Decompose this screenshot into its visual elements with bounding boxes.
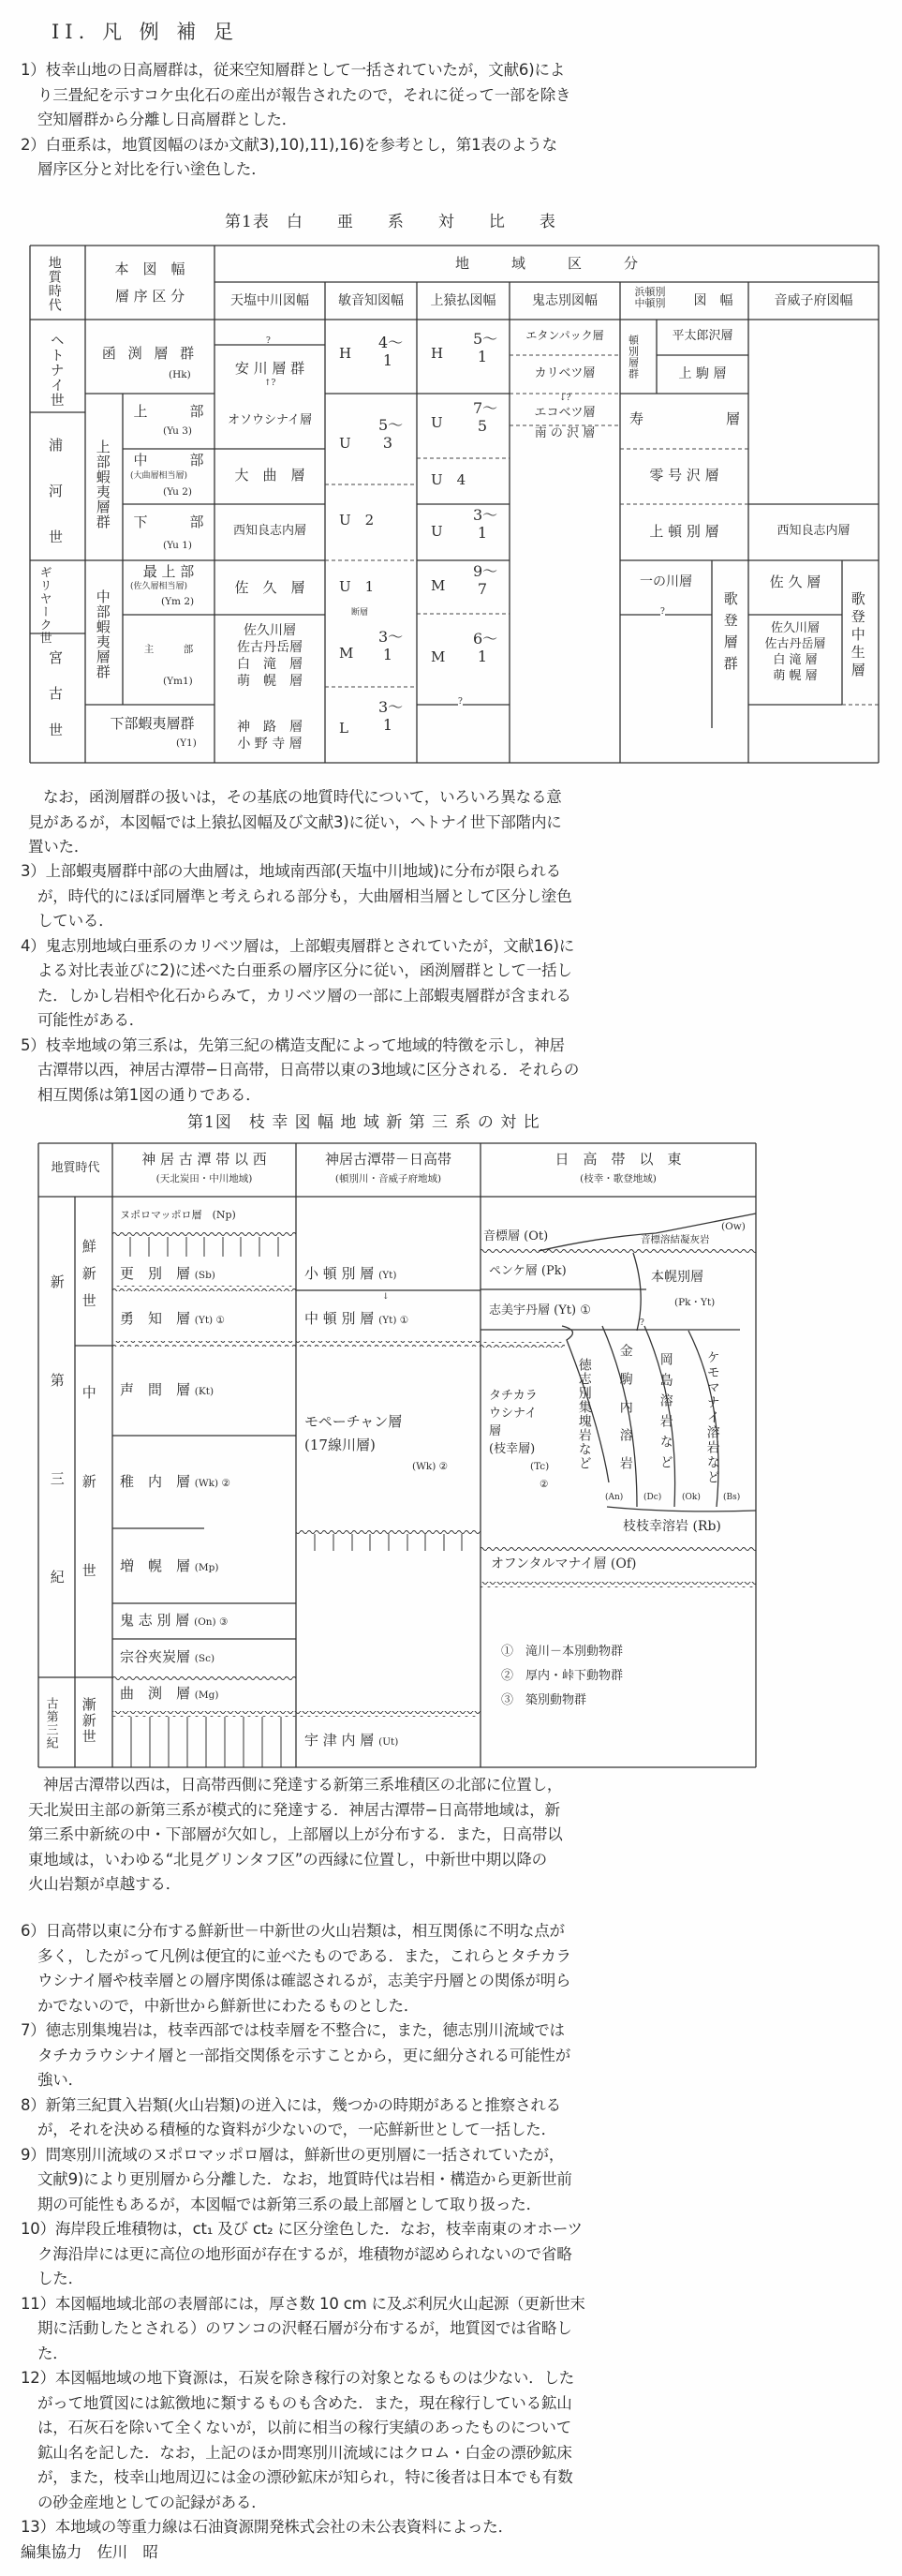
header-col-otoineppu: 音威子府図幅: [774, 293, 853, 308]
east-tokushibetsu: 徳志別集塊岩など: [576, 1358, 592, 1470]
west-magaribuchi: 曲 渕 層 (Mg): [120, 1685, 219, 1702]
fig-header-west-sub: (天北炭田・中川地域): [155, 1173, 253, 1184]
teshio-yasukawa: 安 川 層 群: [234, 360, 305, 377]
ym2-code: (Ym 2): [161, 596, 195, 607]
fig-age-pliocene: 鮮新世: [80, 1238, 97, 1320]
west-soya-coal: 宗谷夾炭層 (Sc): [120, 1648, 215, 1665]
para-after-figure: 神居古潭帯以西は，日高帯西側に発達する新第三系堆積区の北部に位置し， 天北炭田主部の新第三系が模式的に発達する．神居古潭帯−日高帯地域は，新 第三系中新統の中・下部層が欠如し，上部層以上が分布する．また，日高帯以 東地域は，いわゆる“北見グリンタフ区”の西縁に位置し，中新世中期以降の 火山岩類が卓越する．: [28, 1776, 563, 1893]
yu1-code: (Yu 1): [163, 540, 192, 551]
lower-yezo-code: (Y1): [176, 737, 197, 749]
mid-mopechan: モペーチャン層: [304, 1413, 403, 1430]
kam-u1: U: [431, 414, 443, 431]
header-strat-2: 層 序 区 分: [114, 288, 185, 305]
kam-h: H: [431, 345, 444, 362]
east-ok: (Ok): [682, 1493, 701, 1502]
yu1-label: 下 部: [133, 514, 204, 530]
oto-saku: 佐 久 層: [769, 573, 821, 590]
east-edaesashi-lava: 枝枝幸溶岩 (Rb): [623, 1519, 721, 1534]
group-upper-yezo: 上部蝦夷層群: [94, 439, 111, 529]
header-strat-1: 本 図 幅: [114, 261, 185, 277]
mid-mopechan-sub: (17線川層): [304, 1437, 376, 1453]
oni-ekobetsu: エコベツ層: [534, 406, 596, 420]
oto-group: 佐久川層 佐古丹岳層 白 滝 層 萌 幌 層: [764, 621, 826, 683]
note-after-table1: なお，函渕層群の扱いは，その基底の地質時代について，いろいろ異なる意 見があるが，本図幅では上猿払図幅及び文献3)に従い，ヘトナイ世下部階内に 置いた．: [28, 788, 562, 856]
pin-u1-range: 5〜3: [378, 416, 404, 452]
east-bs: (Bs): [723, 1493, 741, 1502]
figure1-title: 第1図 枝 幸 図 幅 地 域 新 第 三 系 の 対 比: [187, 1113, 540, 1132]
oto-nishichirashinai: 西知良志内層: [776, 524, 850, 538]
teshio-q: ?: [266, 336, 271, 346]
ym2-note: (佐久層相当層): [130, 582, 188, 591]
group-hakobuchi-code: (Hk): [169, 369, 191, 380]
yu3-label: 上 部: [133, 403, 204, 420]
hama-reigosawa: 零 号 沢 層: [649, 467, 719, 484]
mid-kotonbetsu: 小 頓 別 層 (Yt): [304, 1265, 397, 1282]
fig-legend: [501, 1640, 623, 1713]
fig-age-miocene: 中新世: [80, 1384, 97, 1652]
pin-h: H: [339, 345, 352, 362]
kam-m2: M: [431, 648, 446, 665]
mid-utsunai: 宇 津 内 層 (Ut): [304, 1732, 399, 1749]
teshio-group: 佐久川層 佐古丹岳層 白 滝 層 萌 幌 層: [237, 623, 303, 689]
oni-etanpakku: エタンパック層: [525, 329, 604, 342]
pin-u3: U 1: [339, 578, 375, 595]
note-2-line: 2）白亜系は，地質図幅のほか文献3),10),11),16)を参考とし，第1表のような: [21, 135, 557, 154]
age-hetonai: ヘトナイ世: [48, 333, 66, 408]
legend-3: ③ 築別動物群: [501, 1693, 587, 1707]
oni-karibetsu: カリベツ層: [534, 366, 596, 380]
east-tachikara: タチカラ ウシナイ 層 (枝幸層) (Tc) ②: [489, 1389, 550, 1490]
hama-kotobuki-so: 層: [726, 410, 741, 427]
east-otoshibe-tuff: 音標溶結凝灰岩: [641, 1234, 710, 1245]
hama-ichinokawa: 一の川層: [640, 574, 692, 589]
east-honhorobetsu: 本幌別層: [651, 1270, 703, 1285]
east-q: ?: [640, 1318, 644, 1328]
kam-u2-range: 3〜1: [473, 506, 498, 542]
note-1-line: り三畳紀を示すコケ虫化石の産出が報告されたので，それに従って一部を除き: [37, 85, 571, 104]
note-7-line: 7）徳志別集塊岩は，枝幸西部では枝幸層を不整合に，また，徳志別川流域では: [21, 2021, 565, 2039]
hama-utanobori-group: 歌登層群: [721, 591, 739, 678]
age-miyako-2: 古: [49, 685, 64, 702]
fig-age-neogene: 新第三紀: [48, 1274, 66, 1668]
header-col-zufuku: 図 幅: [693, 293, 733, 308]
header-col-kamisarufutsu: 上猿払図幅: [430, 293, 496, 308]
note-3-line: 3）上部蝦夷層群中部の大曲層は，地域南西部(天塩中川地域)に分布が限られる: [21, 862, 561, 880]
kam-u4: U 4: [431, 471, 466, 488]
credit: 編集協力 佐川 昭: [21, 2542, 158, 2561]
east-ofuntaru: オフンタルマナイ層 (Of): [491, 1556, 637, 1571]
kam-m2-range: 6〜1: [473, 630, 498, 665]
yu2-label: 中 部: [133, 452, 204, 469]
table1-title: 第1表 白 亜 系 対 比 表: [225, 213, 556, 231]
legend-1: ① 滝川－本別動物群: [501, 1645, 624, 1659]
teshio-lower: 神 路 層 小 野 寺 層: [237, 720, 303, 752]
note-5-line: 5）枝幸地域の第三系は，先第三紀の構造支配によって地域的特徴を示し，神居: [21, 1035, 565, 1054]
west-yuchi: 勇 知 層 (Yt) ①: [120, 1310, 225, 1327]
age-urakawa-1: 浦: [49, 437, 64, 454]
teshio-omagari: 大 曲 層: [234, 467, 305, 484]
teshio-nishichirashinai: 西知良志内層: [232, 524, 306, 538]
kam-h-range: 5〜1: [473, 330, 498, 365]
note-4-line: 4）鬼志別地域白亜系のカリベツ層は，上部蝦夷層群とされていたが，文献16)に: [21, 936, 575, 955]
age-miyako-3: 世: [49, 722, 64, 738]
note-13-line: 13）本地域の等重力線は石油資源開発株式会社の未公表資料によった．: [21, 2518, 513, 2536]
note-1-line: 空知層群から分離し日高層群とした．: [37, 111, 298, 128]
pin-l: L: [339, 720, 348, 737]
header-region: 地 域 区 分: [454, 255, 638, 272]
note-6-line: 6）日高帯以東に分布する鮮新世－中新世の火山岩類は，相互関係に不明な点が: [21, 1922, 565, 1940]
age-urakawa-3: 世: [49, 529, 64, 545]
kam-u1-range: 7〜5: [473, 399, 498, 435]
fig-header-east-sub: (枝幸・歌登地域): [580, 1173, 657, 1184]
teshio-osoushinai: オソウシナイ層: [227, 413, 313, 427]
west-onishibetsu: 鬼 志 別 層 (On) ③: [120, 1612, 229, 1629]
pin-h-range: 4〜1: [378, 334, 404, 369]
oni-minaminosawa: 南 の 沢 層: [534, 426, 596, 440]
pin-u1: U: [339, 435, 351, 452]
pin-m-range: 3〜1: [378, 628, 404, 663]
fig-age-paleogene: 古第三紀: [43, 1697, 58, 1750]
west-masuhoro: 増 幌 層 (Mp): [120, 1557, 219, 1574]
fig-age-oligocene: 漸新世: [80, 1696, 97, 1745]
east-ow-code: (Ow): [721, 1221, 746, 1232]
note-11-line: 11）本図幅地域北部の表層部には，厚さ数 10 cm に及ぶ利尻火山起源（更新世末: [21, 2294, 585, 2313]
notes-mid: 3）上部蝦夷層群中部の大曲層は，地域南西部(天塩中川地域)に分布が限られる が，時代的にほぼ同層準と考えられる部分も，大曲層相当層として区分し塗色 している． 4）鬼志別地域白亜系のカリベツ層は，上部蝦夷層群とされていたが，文献16)に よる対比表並びに2)に述べた白亜系の層序区分に従い，函渕層群として一括し た．しかし岩相や化石からみて，カリベツ層の一部に上部蝦夷層群が含まれる 可能性がある． 5）枝幸地域の第三系は，先第三紀の構造支配によって地域的特徴を示し，神居 古潭帯以西，神居古潭帯−日高帯，日高帯以東の3地域に区分される．それらの 相互関係は第1図の通りである．: [21, 859, 676, 1108]
age-miyako-1: 宮: [49, 649, 64, 666]
yu3-code: (Yu 3): [163, 425, 192, 437]
hama-q: ?: [660, 607, 665, 617]
note-1-line: 1）枝幸山地の日高層群は，従来空知層群として一括されていたが，文献6)によ: [21, 61, 566, 79]
note-8-line: 8）新第三紀貫入岩類(火山岩類)の迸入には，幾つかの時期があると推察される: [21, 2095, 561, 2114]
ym1-code: (Ym1): [163, 676, 193, 687]
header-col-teshio: 天塩中川図幅: [230, 293, 309, 308]
mid-mopechan-code: (Wk) ②: [412, 1461, 449, 1472]
teshio-arrow-q: ↑?: [264, 379, 276, 388]
pin-m: M: [339, 645, 354, 662]
age-urakawa-2: 河: [49, 483, 64, 499]
notes-bottom: 6）日高帯以東に分布する鮮新世－中新世の火山岩類は，相互関係に不明な点が 多く，したがって凡例は便宜的に並べたものである．また，これらとタチカラ ウシナイ層や枝幸層との層序関係は確認されるが，志美宇丹層との関係が明ら かでないので，中新世から鮮新世にわたるものとした． 7）徳志別集塊岩は，枝幸西部では枝幸層を不整合に，また，徳志別川流域では タチカラウシナイ層と一部指交関係を示すことから，更に細分される可能性が 強い． 8）新第三紀貫入岩類(火山岩類)の迸入には，幾つかの時期があると推察される が，それを決める積極的な資料が少ないので，一応鮮新世として一括した． 9）問寒別川流域のヌポロマッポロ層は，鮮新世の更別層に一括されていたが， 文献9)により更別層から分離した．なお，地質時代は岩相・構造から更新世前 期の可能性もあるが，本図幅では新第三系の最上部層として取り扱った． 10）海岸段丘堆積物は，ct₁ 及び ct₂ に区分塗色した．なお，枝幸南東のオホーツ ク海沿岸には更に高位の地形面が存在するが，堆積物が認められないので省略 した． 11）本図幅地域北部の表層部には，厚さ数 10 cm に及ぶ利尻火山起源（更新世末 期に活動したとされる）のワンコの沢軽石層が分布するが，地質図では省略し た． 12）本図幅地域の地下資源は，石炭を除き稼行の対象となるものは少ない．した がって地質図には鉱徴地に類するものも含めた．また，現在稼行している鉱山 は，石灰石を除いて全くないが，以前に相当の稼行実績のあったものについて 鉱山名を記した．なお，上記のほか問寒別川流域にはクロム・白金の漂砂鉱床 が，また，枝幸山地周辺には金の漂砂鉱床が知られ，特に後者は日本でも有数 の砂金産地としての記録がある． 13）本地域の等重力線は石油資源開発株式会社の未公表資料によった． 編集協力 佐川 昭: [21, 1919, 676, 2565]
teshio-saku: 佐 久 層: [234, 579, 305, 596]
west-sarabetsu: 更 別 層 (Sb): [120, 1265, 215, 1282]
west-wakkanai: 稚 内 層 (Wk) ②: [120, 1473, 230, 1490]
east-kemomanai: ケモマナイ溶岩など: [704, 1350, 720, 1485]
legend-2: ② 厚内・峠下動物群: [501, 1669, 624, 1683]
fig-header-mid-sub: (頓別川・音威子府地域): [334, 1173, 442, 1184]
note-12-line: 12）本図幅地域の地下資源は，石炭を除き稼行の対象となるものは少ない．した: [21, 2369, 575, 2387]
oto-utanobori-mesozoic: 歌登中生層: [849, 590, 866, 680]
kam-u2: U: [431, 523, 443, 540]
fig-header-west: 神 居 古 潭 帯 以 西: [141, 1151, 267, 1168]
header-geologic-age: 地質時代: [46, 256, 62, 312]
yu2-note: (大曲層相当層): [130, 471, 188, 481]
east-okashima: 岡島溶岩など: [658, 1352, 673, 1476]
group-middle-yezo: 中部蝦夷層群: [94, 589, 111, 679]
header-col-hamatonbetsu: 浜頓別 中頓別: [634, 286, 666, 310]
ym2-label: 最 上 部: [142, 563, 195, 580]
east-penke: ペンケ層 (Pk): [489, 1264, 567, 1278]
fig-header-east: 日 高 帯 以 東: [555, 1151, 682, 1168]
hama-kamitonbetsu: 上 頓 別 層: [649, 523, 719, 540]
note-2-line: 層序区分と対比を行い塗色した．: [37, 160, 267, 178]
group-hakobuchi: 函 渕 層 群: [101, 345, 199, 362]
west-nupuromappo: ヌポロマッポロ層 (Np): [120, 1209, 236, 1221]
fig-header-age: 地質時代: [51, 1161, 100, 1175]
hama-kamikoma: 上 駒 層: [678, 366, 727, 381]
east-dc: (Dc): [643, 1493, 662, 1502]
hama-tonbetsu-group: 頓別層群: [627, 335, 640, 380]
section-title: II. 凡 例 補 足: [52, 21, 239, 43]
mid-nakatonbetsu: 中 頓 別 層 (Yt) ①: [304, 1310, 409, 1327]
kam-m1: M: [431, 577, 446, 594]
pin-u2: U 2: [339, 512, 375, 529]
pin-fault: 断層: [351, 608, 369, 618]
hama-heitarosawa: 平太郎沢層: [672, 329, 733, 343]
ym1-label: 主 部: [143, 644, 194, 655]
header-col-pinneshiri: 敏音知図幅: [338, 293, 404, 308]
header-col-onishibetsu: 鬼志別図幅: [532, 293, 598, 308]
mid-arrow: ↓: [382, 1292, 390, 1302]
kam-q: ?: [458, 697, 463, 707]
note-9-line: 9）問寒別川流域のヌポロマッポロ層は，鮮新世の更別層に一括されていたが，: [21, 2145, 565, 2164]
fig-header-mid: 神居古潭帯－日高帯: [324, 1151, 451, 1168]
hama-kotobuki: 寿: [629, 410, 644, 427]
east-honhorobetsu-code: (Pk・Yt): [674, 1297, 716, 1308]
east-otoshibe: 音標層 (Ot): [483, 1229, 549, 1243]
east-an: (An): [605, 1493, 624, 1502]
east-shibiutan: 志美宇丹層 (Yt) ①: [489, 1303, 591, 1318]
kam-m1-range: 9〜7: [473, 562, 498, 598]
pin-l-range: 3〜1: [378, 698, 404, 734]
yu2-code: (Yu 2): [163, 486, 192, 498]
group-lower-yezo: 下部蝦夷層群: [110, 715, 195, 732]
note-10-line: 10）海岸段丘堆積物は，ct₁ 及び ct₂ に区分塗色した．なお，枝幸南東のオホーツ: [21, 2220, 583, 2238]
east-kanakoma: 金駒内溶岩: [617, 1344, 633, 1484]
oni-arrow-q: ↓?: [559, 394, 571, 403]
west-koetoi: 声 問 層 (Kt): [120, 1381, 214, 1398]
age-gilyak: ギリヤーク世: [37, 566, 52, 645]
